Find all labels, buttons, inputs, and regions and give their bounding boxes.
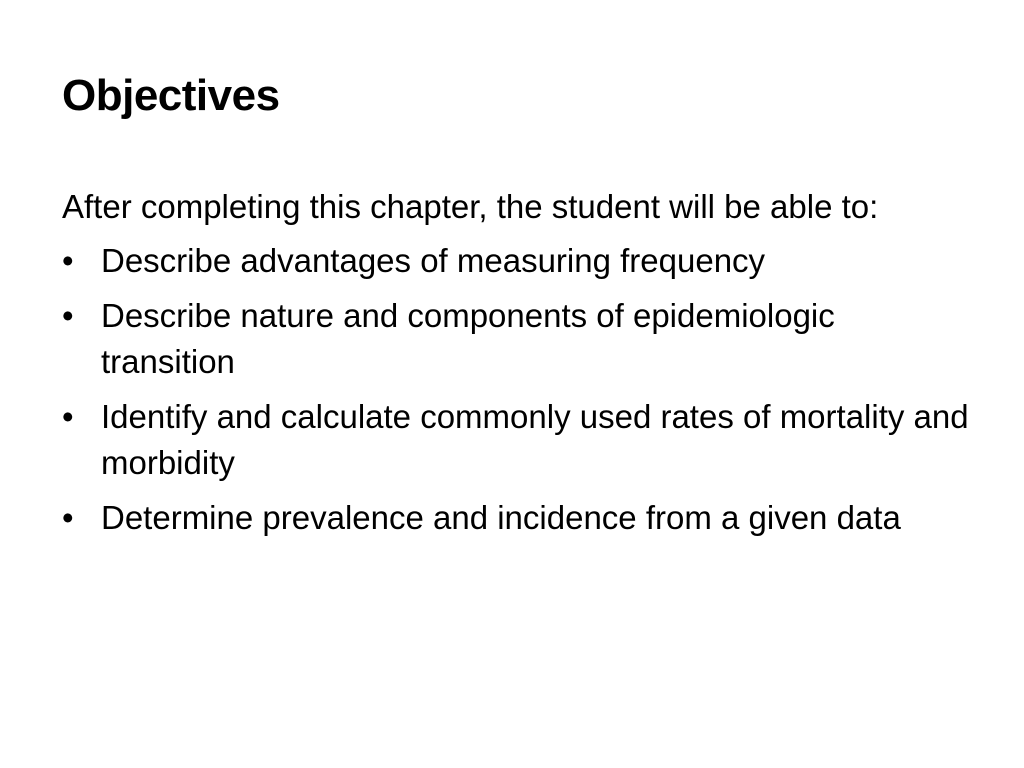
slide-title: Objectives <box>62 71 280 120</box>
intro-text: After completing this chapter, the student will be able to: <box>62 188 879 225</box>
bullet-text: Describe nature and components of epidemiologic transition <box>101 297 835 380</box>
bullet-icon: • <box>62 297 74 334</box>
slide-content <box>62 184 972 550</box>
bullet-icon: • <box>62 242 74 279</box>
list-item <box>62 238 972 284</box>
bullet-text: Describe advantages of measuring frequency <box>101 242 766 279</box>
list-item <box>62 495 972 541</box>
objectives-list <box>62 238 972 541</box>
bullet-icon: • <box>62 398 74 435</box>
list-item <box>62 293 972 385</box>
bullet-icon: • <box>62 499 74 536</box>
bullet-text: Identify and calculate commonly used rates of mortality and morbidity <box>101 398 969 481</box>
bullet-text: Determine prevalence and incidence from a given data <box>101 499 901 536</box>
list-item <box>62 394 972 486</box>
